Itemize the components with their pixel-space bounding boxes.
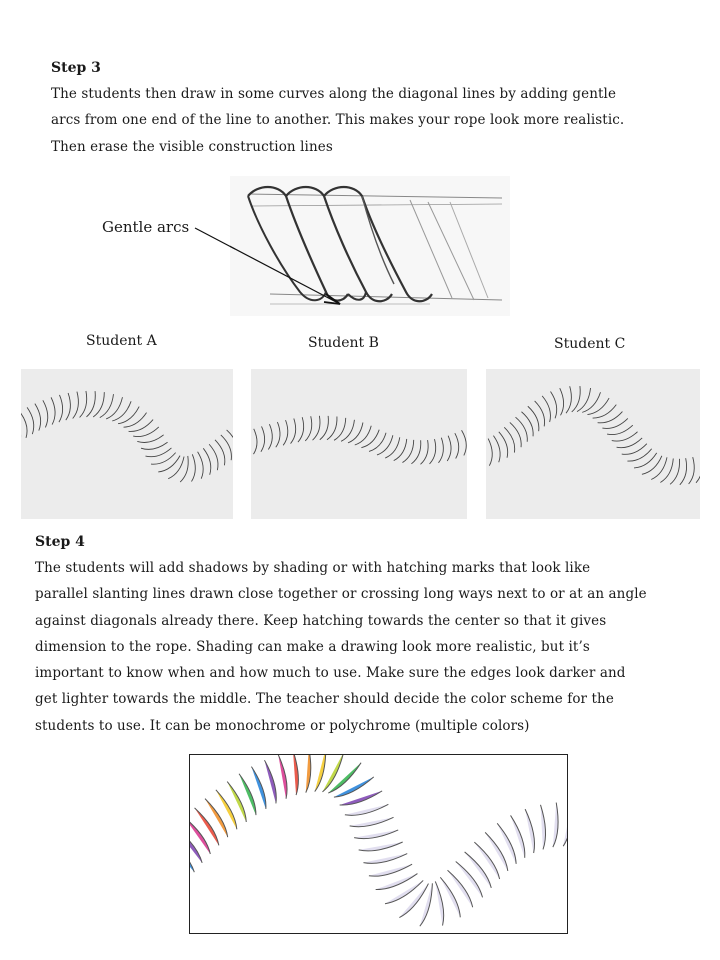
rope-strand bbox=[268, 424, 272, 449]
rope-strand bbox=[510, 422, 521, 447]
rope-strand bbox=[551, 391, 557, 418]
rope-strand bbox=[221, 435, 232, 460]
step4-line: important to know when and how much to use. Make sure the edges look darker and bbox=[35, 665, 626, 682]
rope-strand bbox=[293, 755, 298, 795]
student-c-label: Student C bbox=[554, 336, 626, 352]
rope-strand bbox=[563, 802, 567, 846]
rope-strand bbox=[253, 429, 257, 454]
rope-strand bbox=[320, 416, 329, 440]
rope-strand bbox=[124, 413, 147, 428]
rope-strand bbox=[118, 407, 139, 424]
polychrome-rope-illustration bbox=[189, 754, 568, 934]
rope-strand bbox=[43, 400, 48, 427]
step3-line: arcs from one end of the line to another. This makes your rope look more realistic. bbox=[51, 112, 625, 129]
rope-strand bbox=[106, 397, 122, 419]
rope-strand bbox=[540, 805, 545, 850]
student-a-label: Student A bbox=[86, 333, 157, 349]
rope-sketch-c bbox=[486, 369, 700, 519]
rope-strand bbox=[73, 392, 79, 419]
step4-line: dimension to the rope. Shading can make a drawing look more realistic, but it’s bbox=[35, 638, 590, 655]
step4-line: The students will add shadows by shading or with hatching marks that look like bbox=[35, 560, 591, 576]
step4-heading: Step 4 bbox=[35, 534, 85, 550]
rope-strand bbox=[261, 426, 265, 451]
rope-strand bbox=[313, 416, 320, 440]
step4-paragraph bbox=[35, 555, 705, 739]
rope-strand bbox=[354, 830, 398, 839]
gentle-arcs-figure bbox=[230, 176, 510, 316]
rope-strand bbox=[345, 804, 388, 815]
rope-strand bbox=[291, 419, 296, 444]
rope-strand bbox=[553, 803, 558, 848]
step4-line: students to use. It can be monochrome or polychrome (multiple colors) bbox=[35, 717, 530, 734]
rope-strand bbox=[283, 420, 288, 445]
rope-strand bbox=[276, 422, 280, 447]
rope-strand bbox=[493, 436, 500, 463]
rope-strand bbox=[315, 755, 326, 792]
rope-strand bbox=[670, 459, 679, 485]
rope-strand bbox=[59, 395, 63, 422]
rope-strand bbox=[587, 398, 609, 414]
rope-strand bbox=[21, 412, 27, 438]
rope-strand bbox=[680, 458, 687, 485]
rope-strand bbox=[420, 883, 433, 926]
rope-strand bbox=[216, 790, 237, 829]
rope-strand bbox=[542, 396, 550, 422]
rope-strand bbox=[521, 412, 533, 437]
rope-strand bbox=[215, 440, 225, 466]
rope-strand bbox=[198, 452, 204, 479]
student-b-label: Student B bbox=[308, 335, 379, 351]
rope-strand bbox=[402, 440, 413, 463]
step4-line: get lighter towards the middle. The teacher should decide the color scheme for the bbox=[35, 691, 614, 708]
rope-strand bbox=[298, 417, 304, 442]
student-a-drawing bbox=[21, 369, 233, 519]
rope-strand bbox=[435, 881, 443, 925]
rope-strand bbox=[488, 439, 492, 466]
step3-heading: Step 3 bbox=[51, 60, 101, 76]
step4-line: parallel slanting lines drawn close together or crossing long ways next to or at an angle bbox=[35, 586, 647, 603]
step3-paragraph bbox=[51, 81, 691, 160]
rope-strand bbox=[133, 427, 159, 437]
rope-strand bbox=[334, 418, 346, 440]
rope-strand bbox=[617, 438, 643, 448]
polychrome-rope bbox=[190, 755, 567, 933]
rope-sketch-b bbox=[251, 369, 467, 519]
rope-strand bbox=[168, 457, 184, 479]
rope-strand bbox=[278, 755, 287, 799]
rope-strand bbox=[582, 392, 600, 412]
rope-strand bbox=[80, 391, 87, 417]
rope-strand bbox=[607, 425, 633, 434]
rope-strand bbox=[696, 456, 700, 483]
rope-strand bbox=[420, 440, 428, 464]
gentle-arcs-label: Gentle arcs bbox=[102, 218, 190, 236]
rope-strand bbox=[516, 417, 528, 442]
rope-strand bbox=[305, 416, 312, 441]
rope-strand bbox=[438, 438, 443, 463]
rope-strand bbox=[504, 427, 514, 452]
rope-strand bbox=[602, 418, 627, 428]
rope-strand bbox=[86, 391, 95, 417]
rope-strand bbox=[689, 457, 695, 484]
student-b-drawing bbox=[251, 369, 467, 519]
rope-strand bbox=[598, 412, 623, 423]
rope-strand bbox=[525, 809, 534, 853]
rope-strand bbox=[158, 456, 180, 472]
rope-strand bbox=[359, 842, 403, 851]
rope-strand bbox=[612, 432, 638, 441]
step3-line: Then erase the visible construction lines bbox=[51, 138, 333, 155]
rope-strand bbox=[627, 449, 651, 461]
rope-strand bbox=[447, 436, 451, 461]
rope-strand bbox=[462, 430, 467, 455]
rope-strand bbox=[560, 388, 564, 415]
step4-line: against diagonals already there. Keep hatching towards the center so that it gives bbox=[35, 612, 607, 629]
rope-strand bbox=[141, 442, 168, 449]
rope-strand bbox=[27, 407, 34, 434]
rope-strand bbox=[622, 444, 647, 455]
rope-strand bbox=[497, 823, 516, 864]
rope-sketch-a bbox=[21, 369, 233, 519]
rope-strand bbox=[151, 453, 176, 465]
rope-strand bbox=[66, 393, 71, 420]
rope-strand bbox=[350, 817, 394, 826]
rope-strand bbox=[112, 401, 131, 421]
rope-strand bbox=[566, 386, 571, 413]
rope-strand bbox=[35, 404, 41, 431]
rope-strand bbox=[528, 406, 539, 431]
step3-line: The students then draw in some curves along the diagonal lines by adding gentle bbox=[51, 86, 617, 102]
rope-strand bbox=[455, 433, 459, 458]
rope-strand bbox=[430, 439, 436, 464]
rope-strand bbox=[361, 430, 379, 448]
rope-strand bbox=[363, 854, 407, 864]
rope-strand bbox=[180, 456, 188, 482]
rope-strand bbox=[369, 864, 412, 876]
rope-strand bbox=[51, 397, 55, 424]
gentle-arcs-drawing bbox=[230, 176, 510, 316]
rope-strand bbox=[203, 448, 210, 474]
rope-strand bbox=[535, 401, 545, 426]
rope-strand bbox=[264, 760, 276, 803]
student-c-drawing bbox=[486, 369, 700, 519]
rope-strand bbox=[572, 386, 581, 412]
rope-strand bbox=[306, 755, 311, 793]
rope-strand bbox=[411, 440, 420, 464]
rope-strand bbox=[191, 454, 195, 481]
